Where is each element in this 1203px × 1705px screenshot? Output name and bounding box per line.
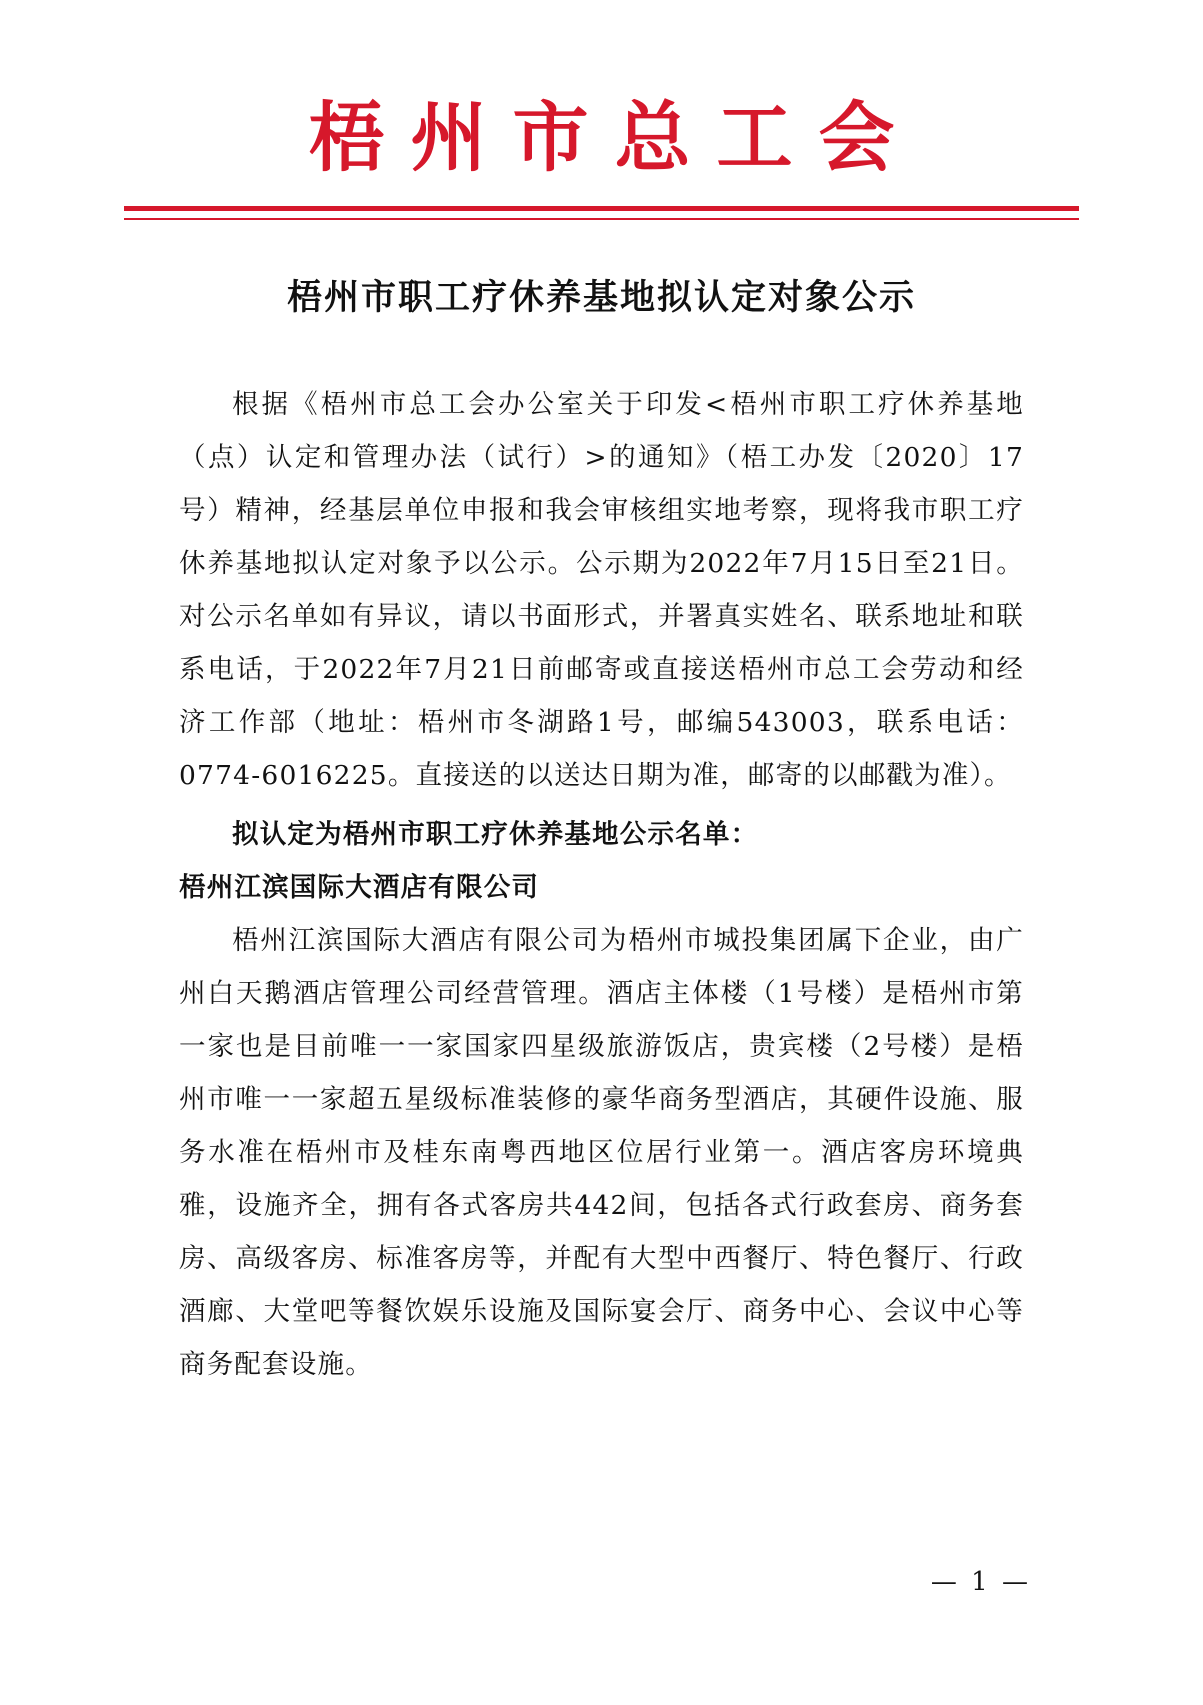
paragraph-notice: 根据《梧州市总工会办公室关于印发<梧州市职工疗休养基地（点）认定和管理办法（试行）>的通知》（梧工办发〔2020〕17号）精神，经基层单位申报和我会审核组实地考察，现将我市职工疗休养基地拟认定对象予以公示。公示期为2022年7月15日至21日。对公示名单如有异议，请以书面形式，并署真实姓名、联系地址和联系电话，于2022年7月21日前邮寄或直接送梧州市总工会劳动和经济工作部（地址：梧州市冬湖路1号，邮编543003，联系电话：0774-6016225。直接送的以送达日期为准，邮寄的以邮戳为准）。 [179,388,1024,791]
page-title: 梧州市职工疗休养基地拟认定对象公示 [286,276,916,318]
rule-thin [124,218,1079,220]
masthead [0,0,1203,220]
organization-name: 梧州市总工会 [308,93,921,182]
list-item: 梧州江滨国际大酒店有限公司 [179,871,540,903]
paragraph-list-heading: 拟认定为梧州市职工疗休养基地公示名单： [232,818,759,850]
page-number: — 1 — [930,1567,1031,1597]
masthead-rules [124,206,1079,220]
document-body [179,320,1024,1391]
rule-thick [124,206,1079,211]
paragraph-description: 梧州江滨国际大酒店有限公司为梧州市城投集团属下企业，由广州白天鹅酒店管理公司经营管理。酒店主体楼（1号楼）是梧州市第一家也是目前唯一一家国家四星级旅游饭店，贵宾楼（2号楼）是梧州市唯一一家超五星级标准装修的豪华商务型酒店，其硬件设施、服务水准在梧州市及桂东南粤西地区位居行业第一。酒店客房环境典雅，设施齐全，拥有各式客房共442间，包括各式行政套房、商务套房、高级客房、标准客房等，并配有大型中西餐厅、特色餐厅、行政酒廊、大堂吧等餐饮娱乐设施及国际宴会厅、商务中心、会议中心等商务配套设施。 [179,924,1024,1380]
